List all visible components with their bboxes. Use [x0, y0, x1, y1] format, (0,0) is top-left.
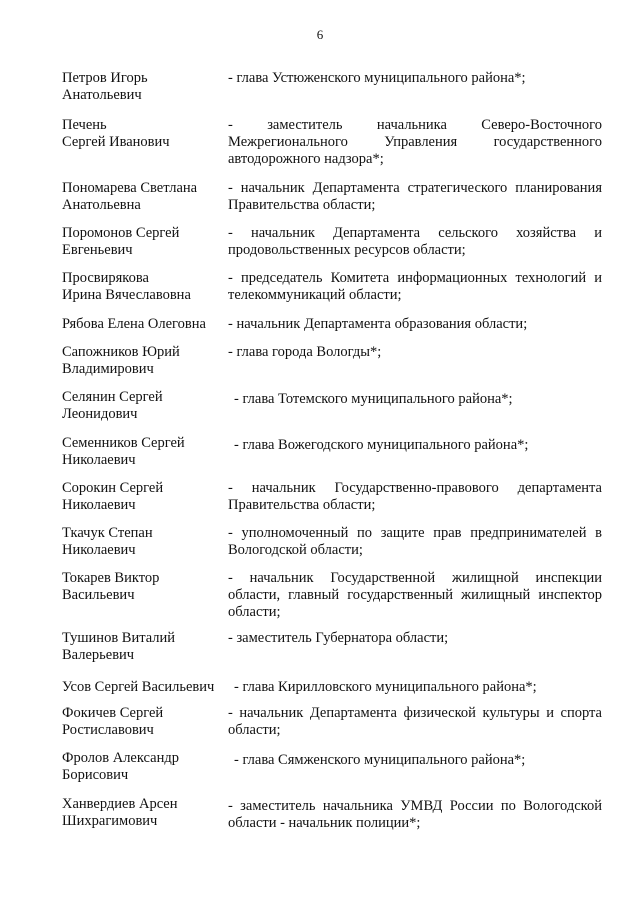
- member-position-line: автодорожного надзора*;: [228, 151, 384, 167]
- member-name: [62, 270, 227, 304]
- member-position: [228, 70, 602, 87]
- member-name-line: Петров Игорь: [62, 70, 148, 86]
- member-position: [228, 630, 602, 647]
- member-name-line: Сапожников Юрий: [62, 344, 180, 360]
- member-name-line: Ткачук Степан: [62, 525, 153, 541]
- member-name: [62, 316, 227, 333]
- member-position: [228, 525, 602, 559]
- member-position-line: области - начальник полиции*;: [228, 815, 421, 831]
- member-position-line: области;: [228, 604, 281, 620]
- member-name: [62, 344, 227, 378]
- member-name-line: Ирина Вячеславовна: [62, 287, 191, 303]
- member-name-line: Усов Сергей Васильевич: [62, 679, 215, 695]
- member-position-line: - глава Кирилловского муниципального района*;: [234, 679, 537, 695]
- member-position-line: - начальник Департамента стратегического планирования: [228, 180, 602, 196]
- member-position: [228, 344, 602, 361]
- member-name-line: Печень: [62, 117, 107, 133]
- member-position-line: - глава Сямженского муниципального района*;: [234, 752, 526, 768]
- member-position-line: - председатель Комитета информационных технологий и: [228, 270, 602, 286]
- member-position: [234, 752, 602, 769]
- member-position-line: - заместитель начальника УМВД России по Вологодской: [228, 798, 602, 814]
- member-name: [62, 117, 227, 151]
- member-name-line: Анатольевич: [62, 87, 142, 103]
- member-position: [234, 391, 602, 408]
- member-name-line: Фролов Александр: [62, 750, 179, 766]
- member-position-line: - глава Вожегодского муниципального района*;: [234, 437, 529, 453]
- member-name-line: Селянин Сергей: [62, 389, 163, 405]
- member-name: [62, 570, 227, 604]
- member-position-line: - начальник Государственной жилищной инспекции: [228, 570, 602, 586]
- member-name: [62, 70, 227, 104]
- member-name-line: Пономарева Светлана: [62, 180, 198, 196]
- member-position-line: - глава Устюженского муниципального района*;: [228, 70, 526, 86]
- member-name-line: Шихрагимович: [62, 813, 158, 829]
- member-position: [228, 798, 602, 832]
- member-name-line: Сорокин Сергей: [62, 480, 164, 496]
- member-position-line: - начальник Государственно-правового департамента: [228, 480, 602, 496]
- member-position-line: - начальник Департамента физической культуры и спорта: [228, 705, 602, 721]
- member-name-line: Тушинов Виталий: [62, 630, 176, 646]
- member-name-line: Николаевич: [62, 497, 136, 513]
- member-name: [62, 480, 227, 514]
- member-position-line: - начальник Департамента сельского хозяйства и: [228, 225, 602, 241]
- member-name-line: Ханвердиев Арсен: [62, 796, 178, 812]
- member-position-line: Правительства области;: [228, 497, 376, 513]
- member-position-line: Правительства области;: [228, 197, 376, 213]
- member-name-line: Ростиславович: [62, 722, 154, 738]
- member-position: [228, 180, 602, 214]
- member-position-line: - уполномоченный по защите прав предпринимателей в: [228, 525, 602, 541]
- member-name: [62, 705, 227, 739]
- member-name-line: Леонидович: [62, 406, 138, 422]
- member-name-line: Васильевич: [62, 587, 135, 603]
- member-name-line: Семенников Сергей: [62, 435, 185, 451]
- member-position: [228, 316, 602, 333]
- member-name-line: Владимирович: [62, 361, 154, 377]
- member-name-line: Просвирякова: [62, 270, 149, 286]
- member-name-line: Николаевич: [62, 452, 136, 468]
- member-name: [62, 679, 227, 696]
- member-position: [228, 117, 602, 168]
- member-position-line: продовольственных ресурсов области;: [228, 242, 466, 258]
- member-name: [62, 796, 227, 830]
- member-name-line: Фокичев Сергей: [62, 705, 164, 721]
- member-name-line: Рябова Елена Олеговна: [62, 316, 206, 332]
- member-name: [62, 435, 227, 469]
- member-name-line: Борисович: [62, 767, 129, 783]
- member-name-line: Николаевич: [62, 542, 136, 558]
- member-position-line: Вологодской области;: [228, 542, 363, 558]
- member-name: [62, 750, 227, 784]
- member-name: [62, 389, 227, 423]
- member-name: [62, 180, 227, 214]
- member-position-line: области, главный государственный жилищный инспектор: [228, 587, 602, 603]
- member-name-line: Евгеньевич: [62, 242, 133, 258]
- member-position: [228, 225, 602, 259]
- member-position-line: - заместитель Губернатора области;: [228, 630, 449, 646]
- page-number: 6: [316, 27, 324, 42]
- member-position: [228, 705, 602, 739]
- member-position: [234, 437, 602, 454]
- member-name-line: Сергей Иванович: [62, 134, 170, 150]
- member-name: [62, 225, 227, 259]
- member-position-line: Межрегионального Управления государственного: [228, 134, 602, 150]
- member-name: [62, 630, 227, 664]
- member-name: [62, 525, 227, 559]
- member-position: [228, 570, 602, 621]
- member-name-line: Валерьевич: [62, 647, 135, 663]
- member-position-line: телекоммуникаций области;: [228, 287, 402, 303]
- member-position: [234, 679, 602, 696]
- member-position-line: - начальник Департамента образования области;: [228, 316, 528, 332]
- member-name-line: Анатольевна: [62, 197, 141, 213]
- member-position-line: - глава Тотемского муниципального района*;: [234, 391, 513, 407]
- member-position-line: области;: [228, 722, 281, 738]
- member-position-line: - глава города Вологды*;: [228, 344, 382, 360]
- member-position-line: - заместитель начальника Северо-Восточного: [228, 117, 602, 133]
- member-name-line: Поромонов Сергей: [62, 225, 180, 241]
- member-position: [228, 270, 602, 304]
- member-name-line: Токарев Виктор: [62, 570, 160, 586]
- member-position: [228, 480, 602, 514]
